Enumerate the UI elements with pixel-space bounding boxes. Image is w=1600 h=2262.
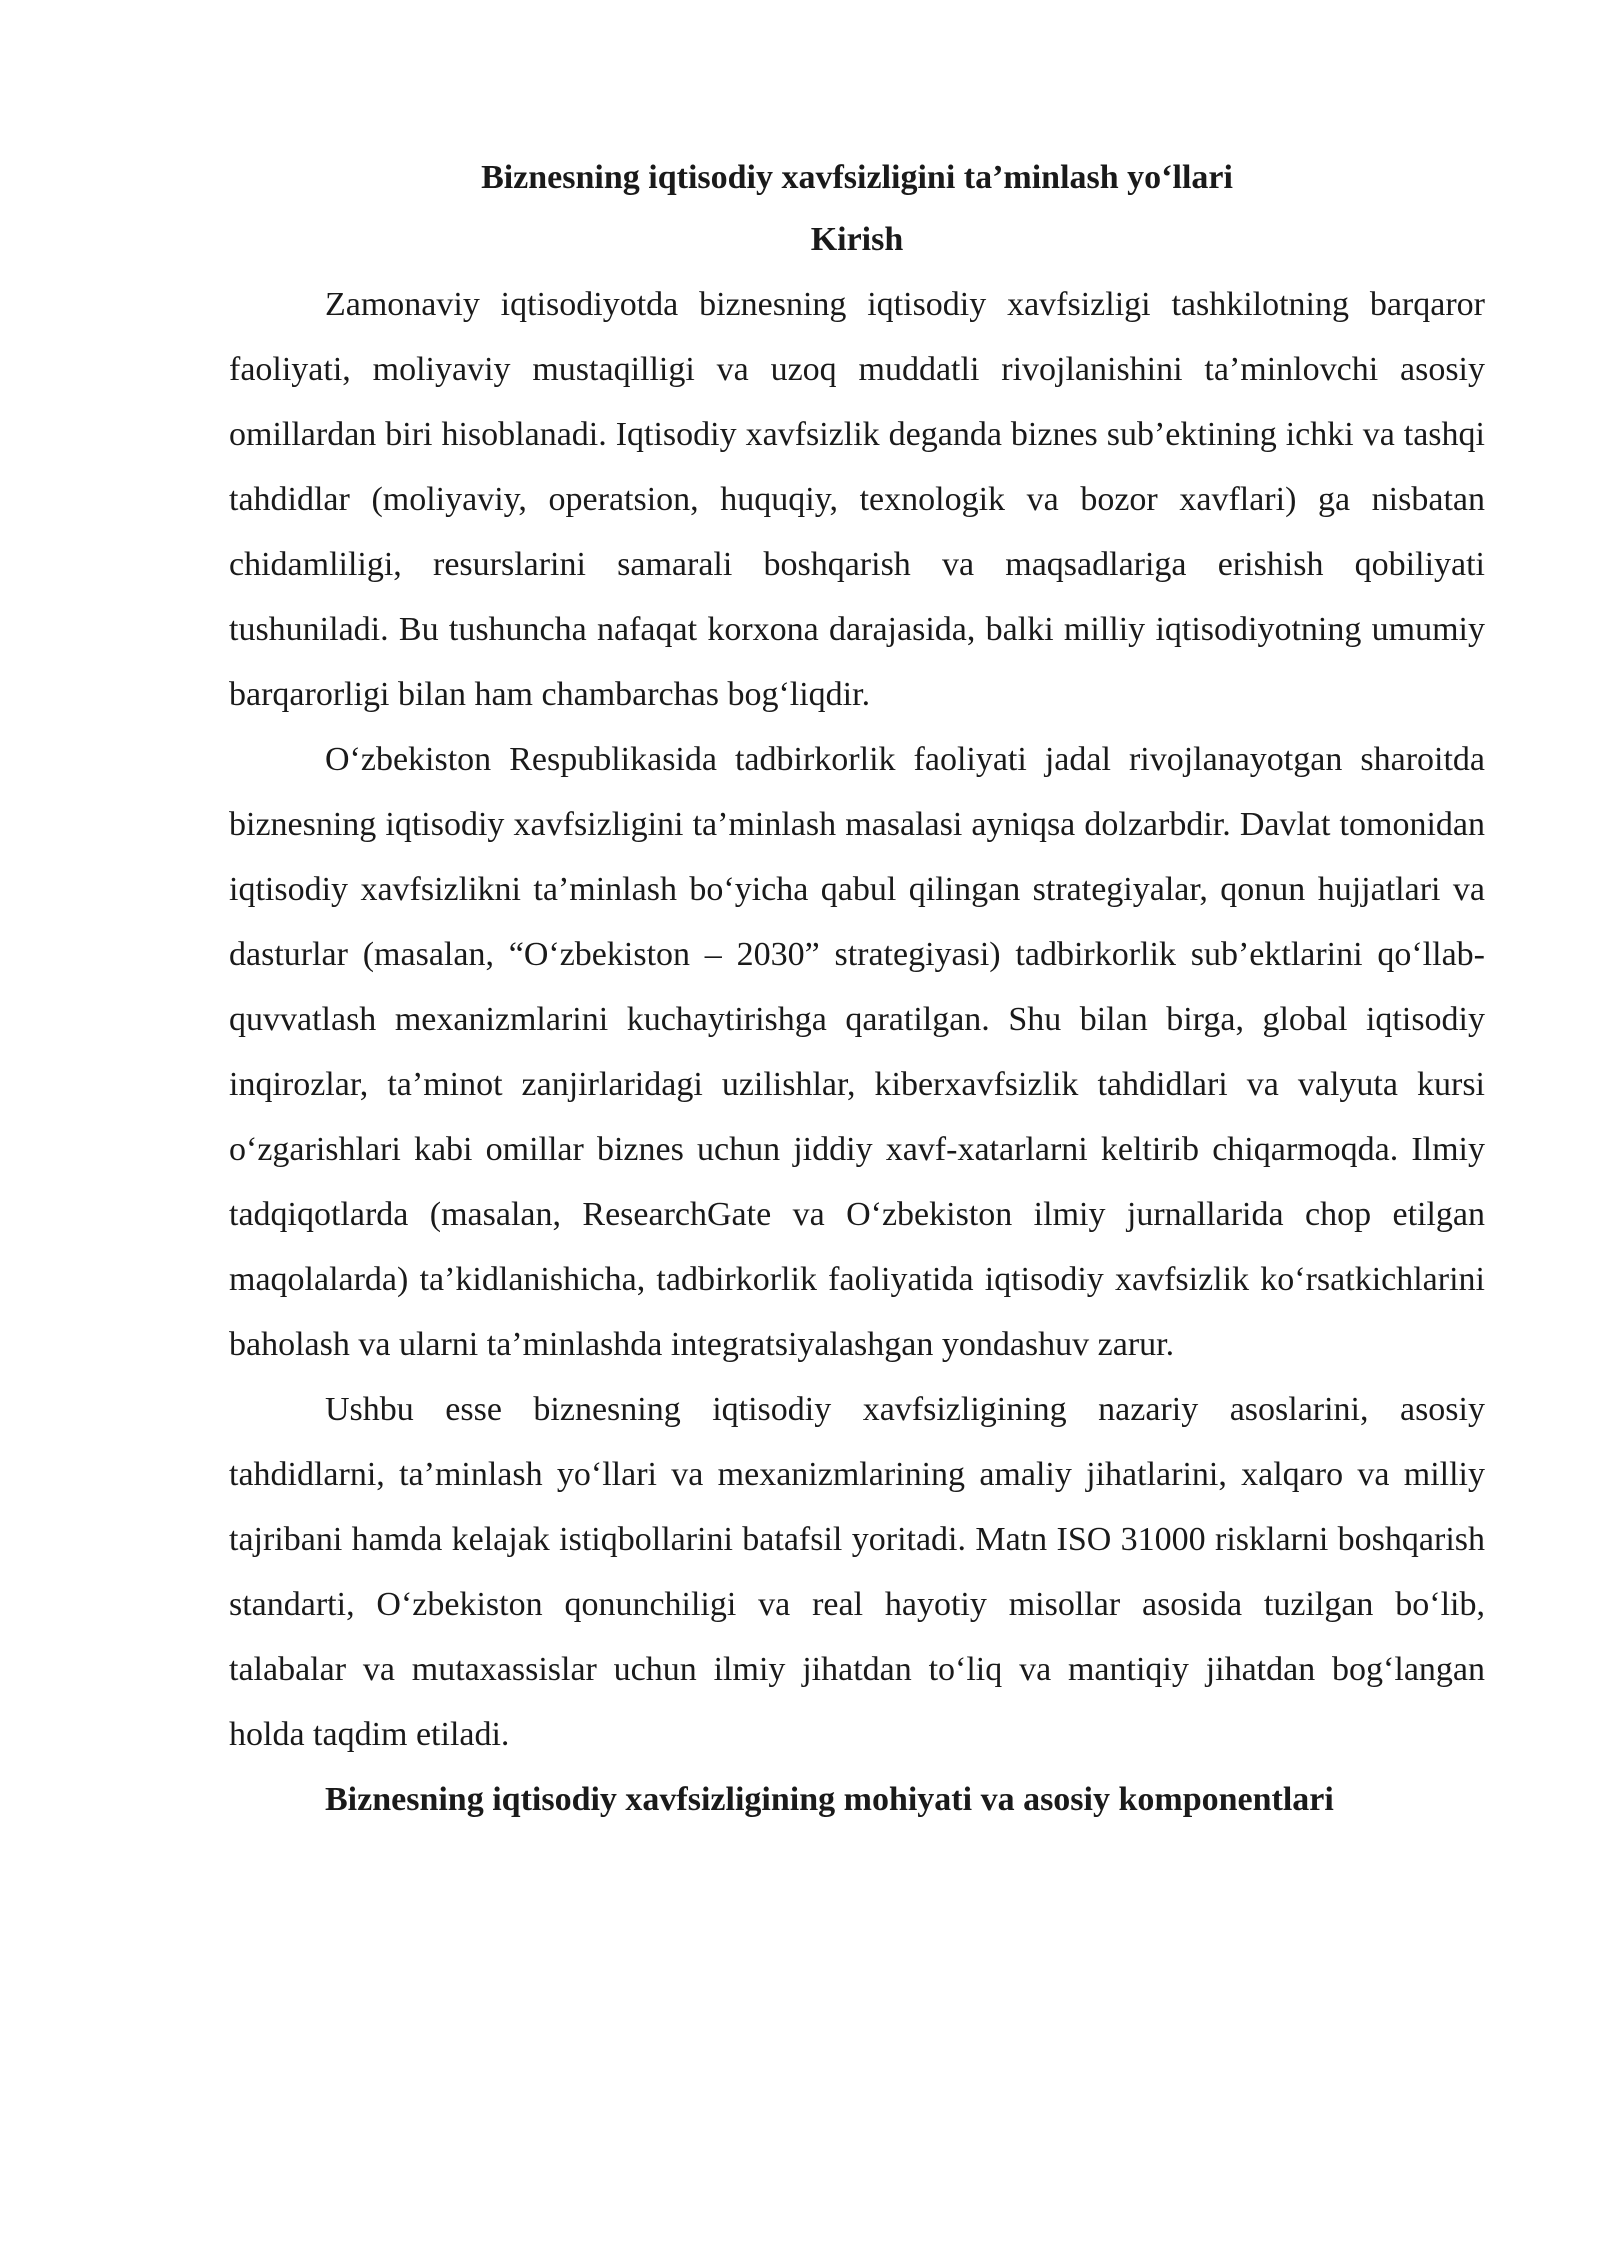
document-page [229, 148, 1485, 1832]
section-heading: Biznesning iqtisodiy xavfsizligining mohiyati va asosiy komponentlari [325, 1781, 1334, 1818]
paragraph: O‘zbekiston Respublikasida tadbirkorlik faoliyati jadal rivojlanayotgan sharoitda biznesning iqtisodiy xavfsizligini ta’minlash masalasi ayniqsa dolzarbdir. Davlat tomonidan iqtisodiy xavfsizlikni ta’minlash bo‘yicha qabul qilingan strategiyalar, qonun hujjatlari va dasturlar (masalan, “O‘zbekiston – 2030” strategiyasi) tadbirkorlik sub’ektlarini qo‘llab-quvvatlash mexanizmlarini kuchaytirishga qaratilgan. Shu bilan birga, global iqtisodiy inqirozlar, ta’minot zanjirlaridagi uzilishlar, kiberxavfsizlik tahdidlari va valyuta kursi o‘zgarishlari kabi omillar biznes uchun jiddiy xavf-xatarlarni keltirib chiqarmoqda. Ilmiy tadqiqotlarda (masalan, ResearchGate va O‘zbekiston ilmiy jurnallarida chop etilgan maqolalarda) ta’kidlanishicha, tadbirkorlik faoliyatida iqtisodiy xavfsizlik ko‘rsatkichlarini baholash va ularni ta’minlashda integratsiyalashgan yondashuv zarur. [229, 741, 1485, 1363]
intro-heading: Kirish [810, 221, 904, 258]
document-title: Biznesning iqtisodiy xavfsizligini ta’minlash yo‘llari [481, 159, 1233, 196]
paragraph: Ushbu esse biznesning iqtisodiy xavfsizligining nazariy asoslarini, asosiy tahdidlarni, ta’minlash yo‘llari va mexanizmlarining amaliy jihatlarini, xalqaro va milliy tajribani hamda kelajak istiqbollarini batafsil yoritadi. Matn ISO 31000 risklarni boshqarish standarti, O‘zbekiston qonunchiligi va real hayotiy misollar asosida tuzilgan bo‘lib, talabalar va mutaxassislar uchun ilmiy jihatdan to‘liq va mantiqiy jihatdan bog‘langan holda taqdim etiladi. [229, 1391, 1485, 1753]
paragraph: Zamonaviy iqtisodiyotda biznesning iqtisodiy xavfsizligi tashkilotning barqaror faoliyati, moliyaviy mustaqilligi va uzoq muddatli rivojlanishini ta’minlovchi asosiy omillardan biri hisoblanadi. Iqtisodiy xavfsizlik deganda biznes sub’ektining ichki va tashqi tahdidlar (moliyaviy, operatsion, huquqiy, texnologik va bozor xavflari) ga nisbatan chidamliligi, resurslarini samarali boshqarish va maqsadlariga erishish qobiliyati tushuniladi. Bu tushuncha nafaqat korxona darajasida, balki milliy iqtisodiyotning umumiy barqarorligi bilan ham chambarchas bog‘liqdir. [229, 286, 1485, 713]
